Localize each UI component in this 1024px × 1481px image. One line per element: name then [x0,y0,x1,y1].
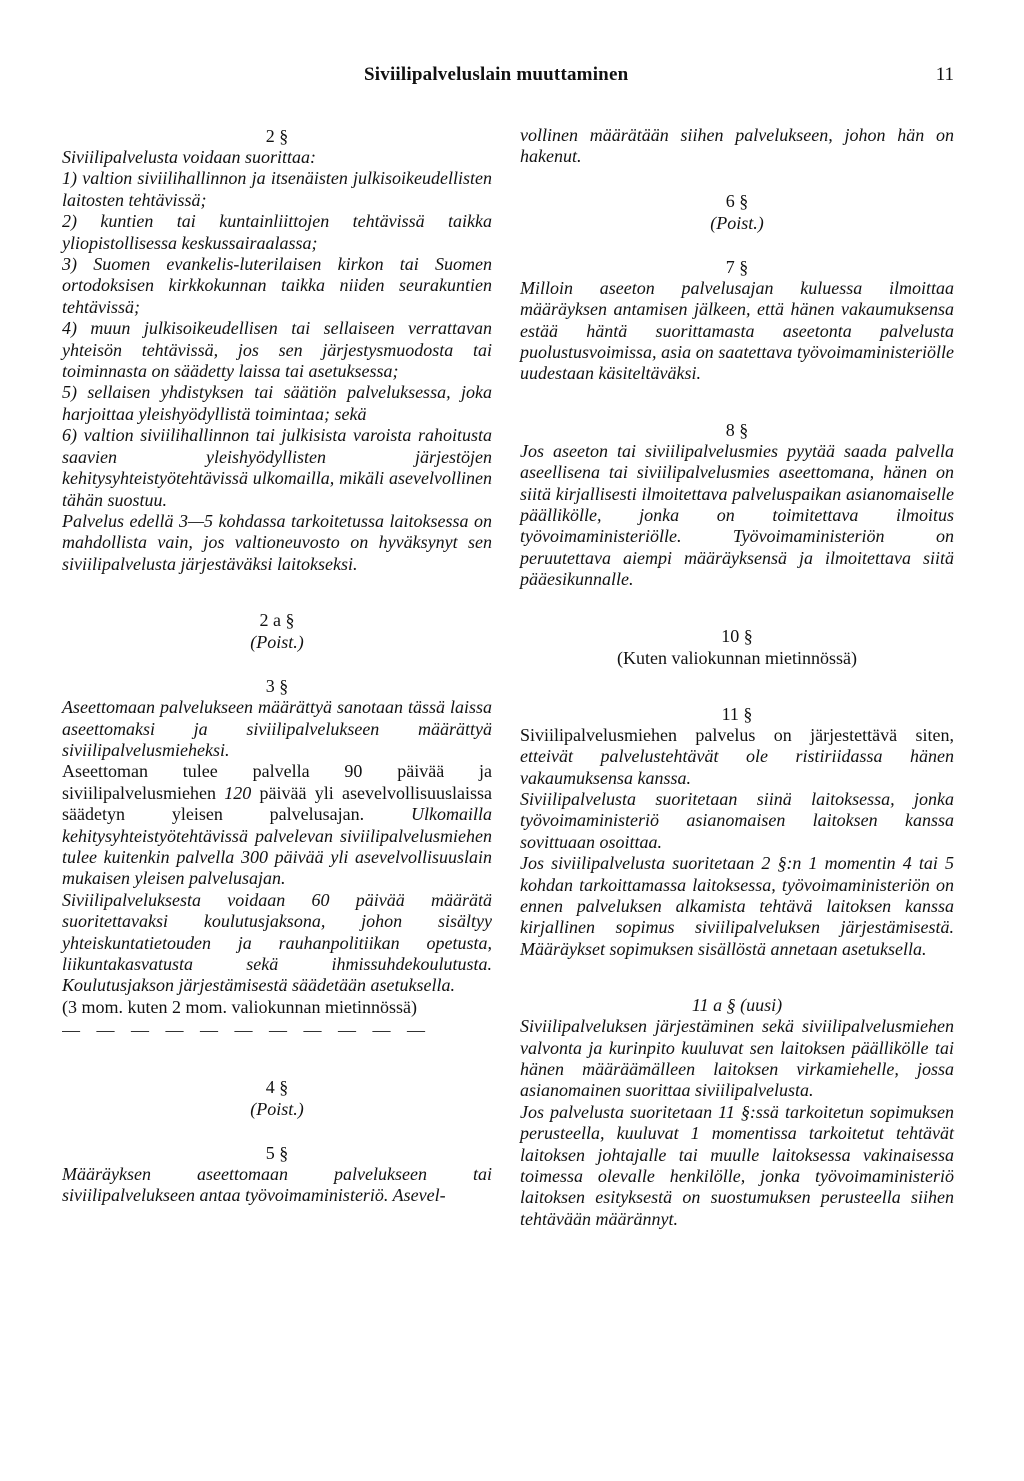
running-title: Siviilipalveluslain muuttaminen [364,64,629,85]
text-run: Ulkomailla kehitysyhteistyötehtävissä palvelevan siviilipalvelusmiehen tulee kuitenkin palvella 300 päivää yli asevelvollisuuslain mukaisen yleisen palvelusajan. [62,804,492,889]
text-run: 120 [224,782,252,803]
paragraph: Aseettomaan palvelukseen määrättyä sanotaan tässä laissa aseettomaksi ja siviilipalvelukseen määrättyä siviilipalvelusmieheksi. [62,697,492,760]
section-note: (Poist.) [250,1098,304,1119]
section-heading-2: 2 § [265,126,289,146]
section-note: (Kuten valiokunnan mietinnössä) [617,647,857,668]
paragraph: Jos aseeton tai siviilipalvelusmies pyytää saada palvella aseellisena tai siviilipalvelusmies aseettomana, hänen on siitä kirjallisesti ilmoitettava palveluspaikan asianomaiselle päällikölle, jonka on toimitettava ilmoitus työvoimaministeriölle. Työvoimaministeriön on peruutettava aiempi määräyksensä ja ilmoitettava siitä pääesikunnalle. [520,440,954,590]
section-heading-6: 6 § [725,190,749,211]
paragraph: Siviilipalvelusta voidaan suorittaa: [62,147,316,167]
paragraph [520,725,954,789]
paragraph [62,761,492,889]
paragraph: vollinen määrätään siihen palvelukseen, johon hän on hakenut. [520,125,954,167]
section-note: (Poist.) [250,632,304,653]
list-item: 2) kuntien tai kuntainliittojen tehtävissä taikka yliopistollisessa keskussairaalassa; [62,211,492,253]
right-column [520,125,954,1230]
section-heading-7: 7 § [725,256,749,277]
section-heading-4: 4 § [265,1076,289,1097]
list-item: 6) valtion siviilihallinnon tai julkisista varoista rahoitusta saavien yleishyödyllisten järjestöjen kehitysyhteistyötehtävissä ulkomailla, mikäli asevelvollinen tähän suostuu. [62,425,492,510]
text-run: Siviilipalvelusmiehen palvelus on järjestettävä siten, [520,724,954,745]
section-heading-11a: 11 a § (uusi) [691,995,783,1016]
paragraph: Jos siviilipalvelusta suoritetaan 2 §:n 1 momentin 4 tai 5 kohdan tarkoittamassa laitoksessa, työvoimaministeriön on ennen palveluksen alkamista tehtävä laitoksen kanssa kirjallinen sopimus siviilipalveluksen järjestämisestä. Määräykset sopimuksen sisällöstä annetaan asetuksella. [520,853,954,959]
list-item: 1) valtion siviilihallinnon ja itsenäisten julkisoikeudellisten laitosten tehtävissä; [62,168,492,210]
page-header [0,64,1024,94]
list-item: 5) sellaisen yhdistyksen tai säätiön palveluksessa, joka harjoittaa yleishyödyllistä toimintaa; sekä [62,382,492,424]
list-item: 4) muun julkisoikeudellisen tai sellaiseen verrattavan yhteisön tehtävissä, jos sen järjestysmuodosta tai toiminnasta on säädetty laissa tai asetuksessa; [62,318,492,382]
list-item: 3) Suomen evankelis-luterilaisen kirkon tai Suomen ortodoksisen kirkkokunnan taikka niiden seurakuntien tehtävissä; [62,254,492,317]
omission-dashes: — — — — — — — — — — — [62,1020,431,1041]
section-heading-2a: 2 a § [259,610,295,631]
paragraph: Määräyksen aseettomaan palvelukseen tai siviilipalvelukseen antaa työvoimaministeriö. Asevel- [62,1163,492,1206]
section-note: (Poist.) [710,212,764,233]
left-column [62,125,492,1206]
paragraph: Palvelus edellä 3—5 kohdassa tarkoitetussa laitoksessa on mahdollista vain, jos valtioneuvosto on hyväksynyt sen siviilipalvelusta järjestäväksi laitokseksi. [62,510,492,574]
section-heading-3: 3 § [265,676,289,697]
section-heading-8: 8 § [725,419,749,440]
page-number: 11 [935,64,954,85]
paragraph: Siviilipalveluksen järjestäminen sekä siviilipalvelusmiehen valvonta ja kurinpito kuuluvat sen laitoksen päällikölle tai hänen määräämälleen laitoksen virkamiehelle, jossa asianomainen suorittaa siviilipalvelusta. [520,1016,954,1101]
section-heading-11: 11 § [721,703,753,724]
paragraph: Milloin aseeton palvelusajan kuluessa ilmoittaa määräyksen antamisen jälkeen, että hänen vakaumuksensa estää häntä suorittamasta aseetonta palvelusta puolustusvoimissa, asia on saatettava työvoimaministeriölle uudestaan käsiteltäväksi. [520,277,954,384]
paragraph: Jos palvelusta suoritetaan 11 §:ssä tarkoitetun sopimuksen perusteella, kuuluvat 1 momentissa tarkoitetut tehtävät laitoksen johtajalle tai muulle laitoksessa vakinaisessa toimessa olevalle henkilölle, jonka työvoimaministeriö laitoksen esityksestä on suostumuksen perusteella siihen tehtävään määrännyt. [520,1101,954,1229]
paragraph: Siviilipalvelusta suoritetaan siinä laitoksessa, jonka työvoimaministeriö asianomaisen laitoksen kanssa sovittuaan osoittaa. [520,788,954,852]
section-heading-5: 5 § [265,1142,289,1163]
section-heading-10: 10 § [721,625,753,646]
text-run: päivää yli asevelvollisuuslaissa säädetyn yleisen palvelusajan. [62,782,492,825]
paragraph: (3 mom. kuten 2 mom. valiokunnan mietinnössä) [62,996,417,1017]
text-run: Aseettoman tulee palvella 90 päivää ja siviilipalvelusmiehen [62,761,492,803]
paragraph: Siviilipalveluksesta voidaan 60 päivää määrätä suoritettavaksi koulutusjaksona, johon sisältyy yhteiskuntatietouden ja rauhanpolitiikan opetusta, liikuntakasvatusta sekä ihmissuhdekoulutusta. Koulutusjakson järjestämisestä säädetään asetuksella. [62,889,492,996]
text-run: etteivät palvelustehtävät ole ristiriidassa hänen vakaumuksensa kanssa. [520,746,954,788]
